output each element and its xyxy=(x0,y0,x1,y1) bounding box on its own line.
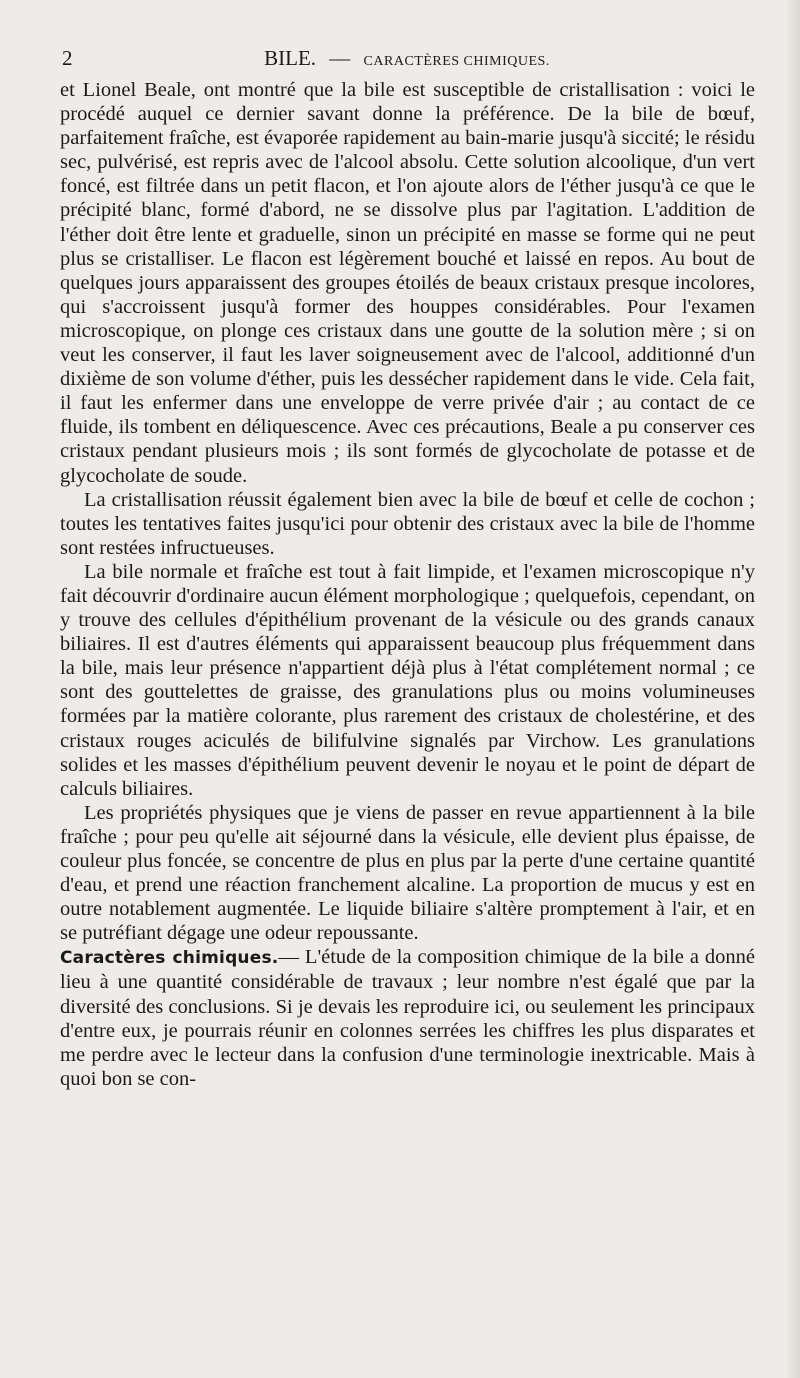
running-title xyxy=(62,46,752,71)
body-text xyxy=(60,78,755,1091)
section-paragraph xyxy=(60,945,755,1091)
paragraph-3: La bile normale et fraîche est tout à fait limpide, et l'examen microscopique n'y fait découvrir d'ordinaire aucun élément morphologique ; quelquefois, cependant, on y trouve des cellules d'épithélium provenant de la vésicule ou des grands canaux biliaires. Il est d'autres éléments qui apparaissent beaucoup plus fréquemment dans la bile, mais leur présence n'appartient déjà plus à l'état complétement normal ; ce sont des gouttelettes de graisse, des granulations plus ou moins volumineuses formées par la matière colorante, plus rarement des cristaux de cholestérine, et des cristaux rouges aciculés de bilifulvine signalés par Virchow. Les granulations solides et les masses d'épithélium peuvent devenir le noyau et le point de départ de calculs biliaires. xyxy=(60,560,755,800)
section-dash: — xyxy=(278,946,299,969)
running-header xyxy=(62,46,752,70)
running-title-dash: — xyxy=(329,46,351,70)
page-number: 2 xyxy=(62,46,73,70)
paragraph-4: Les propriétés physiques que je viens de passer en revue appartiennent à la bile fraîche ; pour peu qu'elle ait séjourné dans la vésicule, elle devient plus épaisse, de couleur plus foncée, se concentre de plus en plus par la perte d'une certaine quantité d'eau, et prend une réaction franchement alcaline. La proportion de mucus y est en outre notablement augmentée. Le liquide biliaire s'altère promptement à l'air, et en se putréfiant dégage une odeur repoussante. xyxy=(60,801,755,945)
section-heading: Caractères chimiques. xyxy=(60,948,279,969)
running-title-main: BILE. xyxy=(264,46,317,70)
running-title-section: CARACTÈRES CHIMIQUES. xyxy=(363,54,550,69)
paragraph-2: La cristallisation réussit également bien avec la bile de bœuf et celle de cochon ; toutes les tentatives faites jusqu'ici pour obtenir des cristaux avec la bile de l'homme sont restées infructueuses. xyxy=(60,488,755,559)
paragraph-1: et Lionel Beale, ont montré que la bile est susceptible de cristallisation : voici le procédé auquel ce dernier savant donne la préférence. De la bile de bœuf, parfaitement fraîche, est évaporée rapidement au bain-marie jusqu'à siccité; le résidu sec, pulvérisé, est repris avec de l'alcool absolu. Cette solution alcoolique, d'un vert foncé, est filtrée dans un petit flacon, et l'on ajoute alors de l'éther jusqu'à ce que le précipité blanc, formé d'abord, ne se dissolve plus par l'agitation. L'addition de l'éther doit être lente et graduelle, sinon un précipité en masse se forme qui ne peut plus se cristalliser. Le flacon est légèrement bouché et laissé en repos. Au bout de quelques jours apparaissent des groupes étoilés de beaux cristaux presque incolores, qui s'accroissent jusqu'à former des houppes considérables. Pour l'examen microscopique, on plonge ces cristaux dans une goutte de la solution mère ; si on veut les conserver, il faut les laver soigneusement avec de l'alcool, additionné d'un dixième de son volume d'éther, puis les dessécher rapidement dans le vide. Cela fait, il faut les enfermer dans une enveloppe de verre privée d'air ; au contact de ce fluide, ils tombent en déliquescence. Avec ces précautions, Beale a pu conserver ces cristaux pendant plusieurs mois ; ils sont formés de glycocholate de potasse et de glycocholate de soude. xyxy=(60,79,755,487)
page-edge-shadow xyxy=(786,0,800,1378)
section-text: L'étude de la composition chimique de la bile a donné lieu à une quantité considérable de travaux ; leur nombre n'est égalé que par la diversité des conclusions. Si je devais les reproduire ici, ou seulement les principaux d'entre eux, je pourrais réunir en colonnes serrées les chiffres les plus disparates et me perdre avec le lecteur dans la confusion d'une terminologie inextricable. Mais à quoi bon se con- xyxy=(60,946,756,1090)
